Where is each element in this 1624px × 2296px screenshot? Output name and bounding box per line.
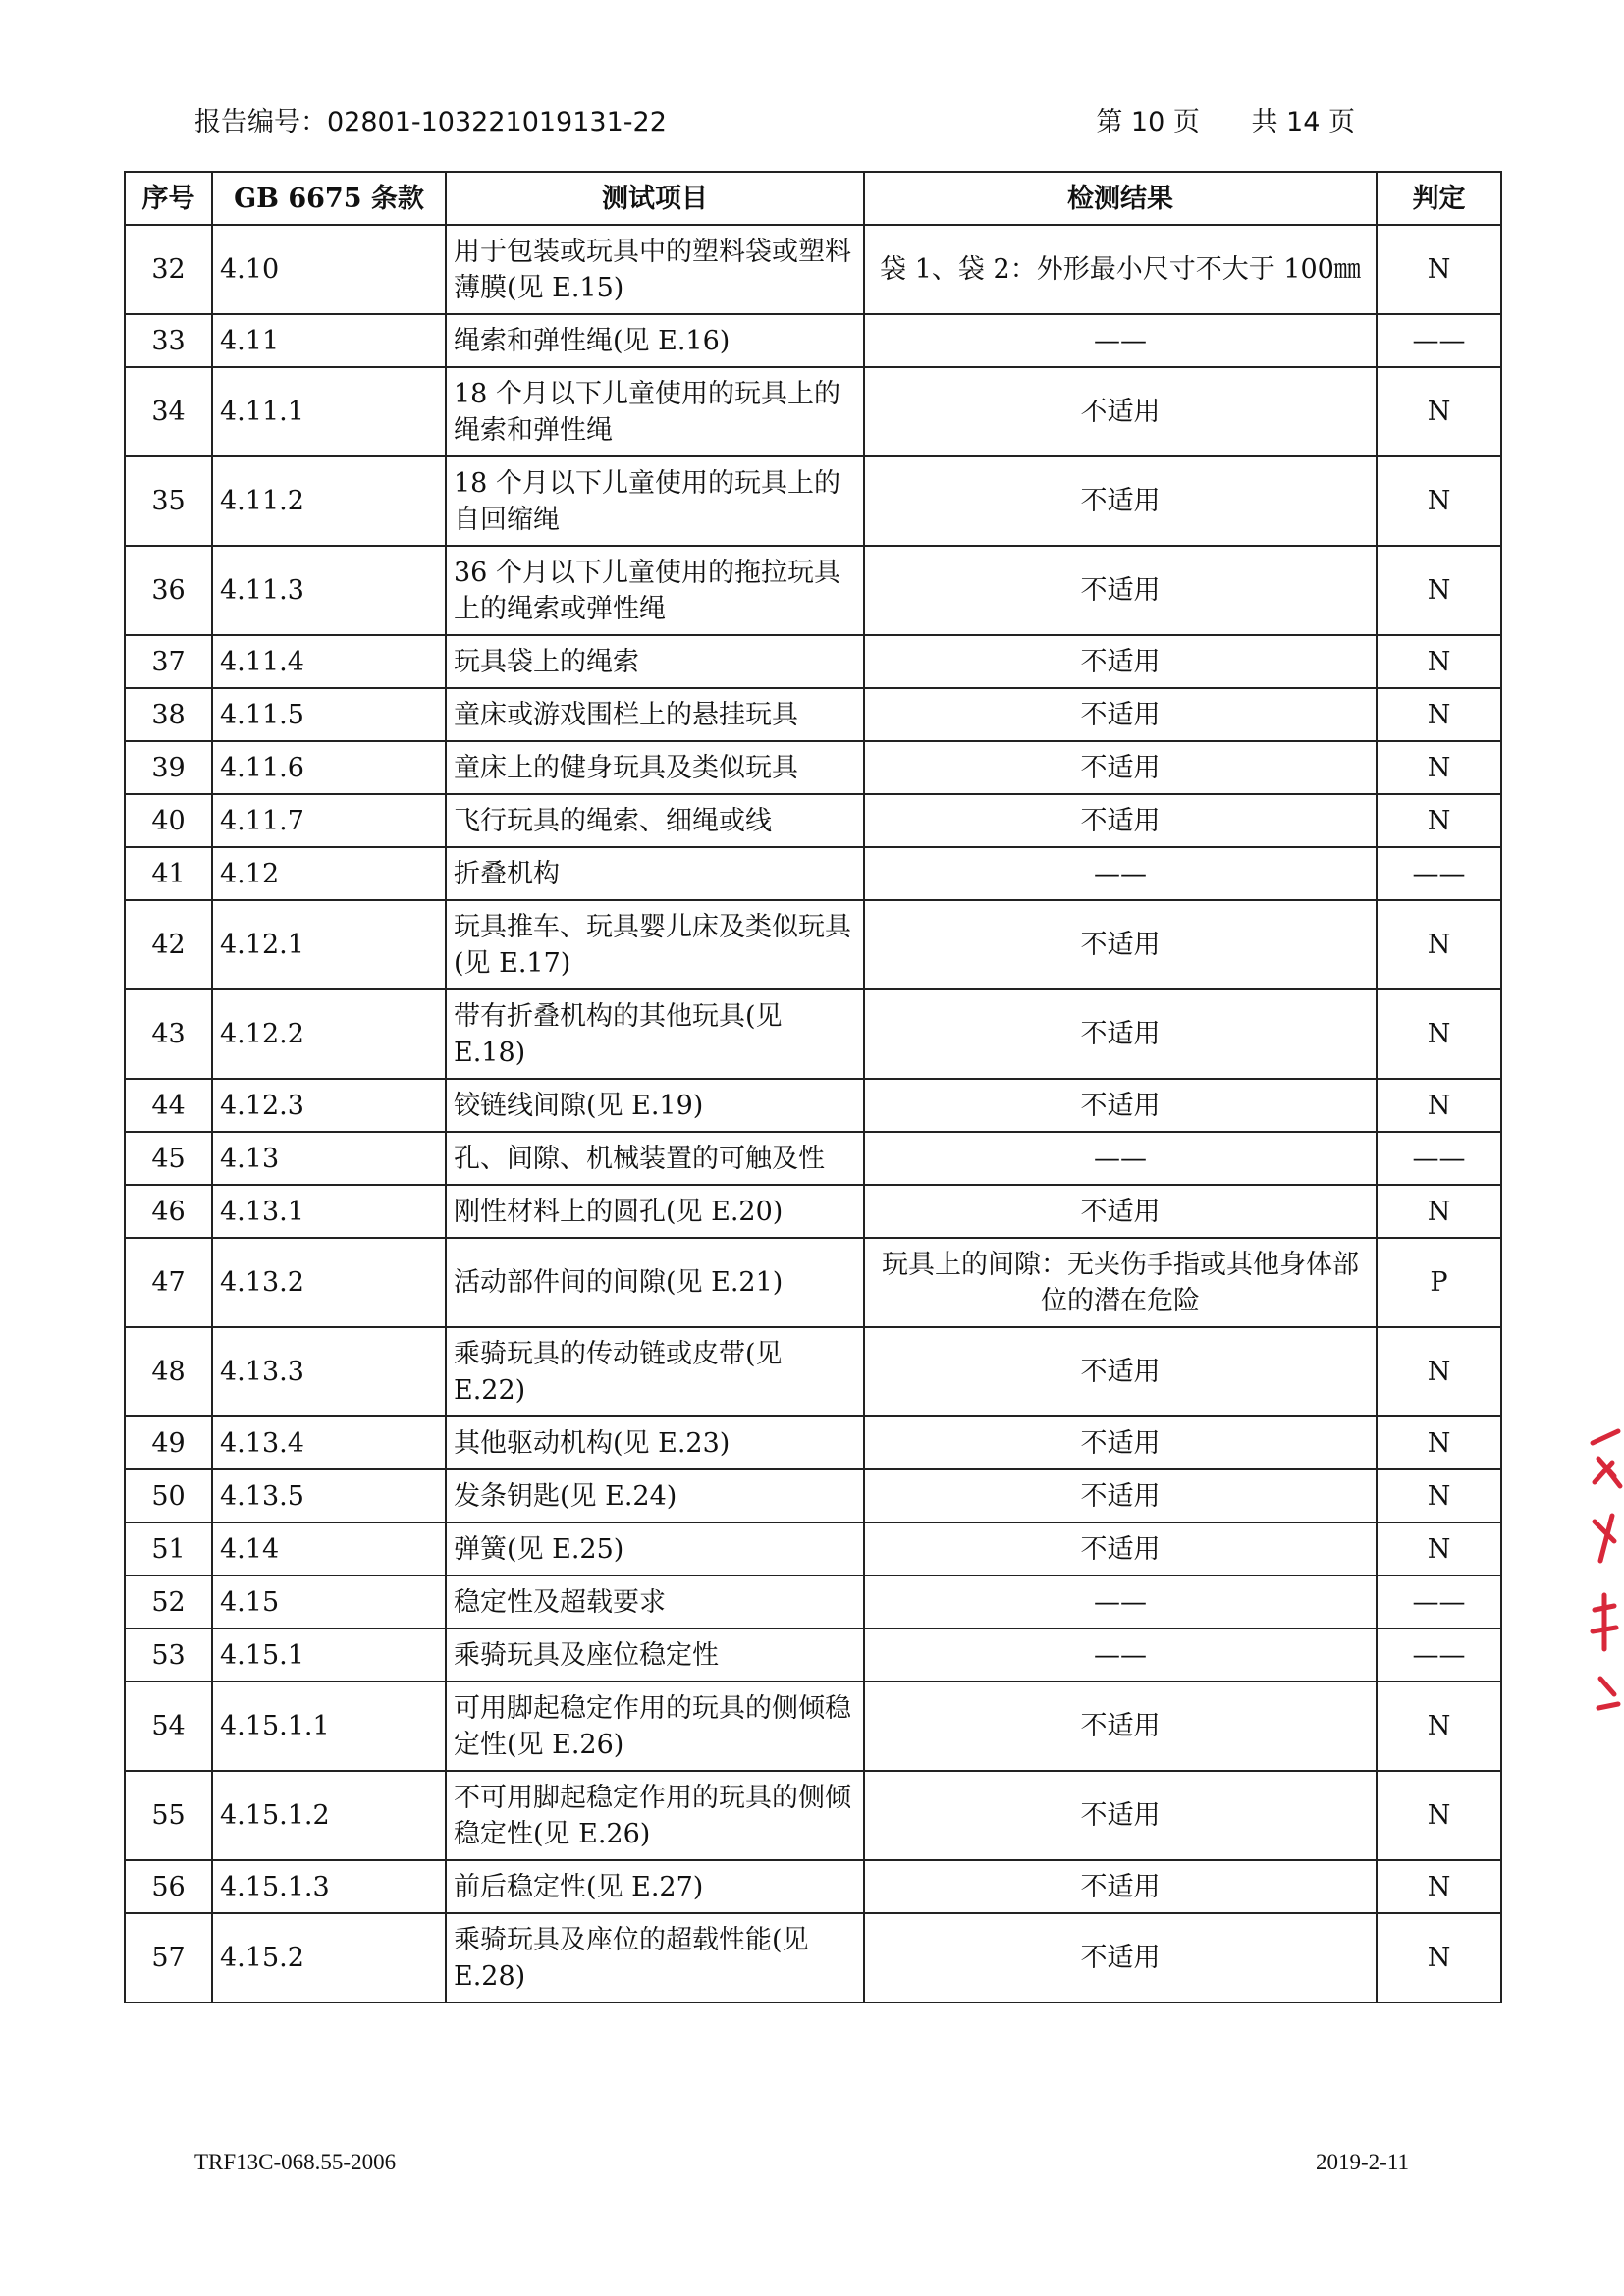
row-clause: 4.11.3 bbox=[212, 546, 446, 635]
row-clause: 4.14 bbox=[212, 1522, 446, 1575]
row-result: —— bbox=[864, 1629, 1377, 1682]
row-verdict: N bbox=[1377, 1860, 1501, 1913]
row-verdict: N bbox=[1377, 794, 1501, 847]
row-number: 55 bbox=[125, 1771, 212, 1860]
row-clause: 4.11.1 bbox=[212, 367, 446, 456]
row-clause: 4.11.7 bbox=[212, 794, 446, 847]
row-item: 童床或游戏围栏上的悬挂玩具 bbox=[446, 688, 864, 741]
row-verdict: N bbox=[1377, 1469, 1501, 1522]
table-row bbox=[125, 367, 1501, 456]
row-item: 弹簧(见 E.25) bbox=[446, 1522, 864, 1575]
row-clause: 4.13 bbox=[212, 1132, 446, 1185]
row-item: 铰链线间隙(见 E.19) bbox=[446, 1079, 864, 1132]
table-row bbox=[125, 314, 1501, 367]
row-item: 用于包装或玩具中的塑料袋或塑料薄膜(见 E.15) bbox=[446, 225, 864, 314]
row-item: 前后稳定性(见 E.27) bbox=[446, 1860, 864, 1913]
row-result: 不适用 bbox=[864, 989, 1377, 1079]
row-clause: 4.11.6 bbox=[212, 741, 446, 794]
row-clause: 4.15.1.3 bbox=[212, 1860, 446, 1913]
row-item: 其他驱动机构(见 E.23) bbox=[446, 1416, 864, 1469]
row-verdict: —— bbox=[1377, 1629, 1501, 1682]
row-clause: 4.15 bbox=[212, 1575, 446, 1629]
row-result: —— bbox=[864, 847, 1377, 900]
table-row bbox=[125, 456, 1501, 546]
row-number: 35 bbox=[125, 456, 212, 546]
row-verdict: N bbox=[1377, 1682, 1501, 1771]
row-verdict: —— bbox=[1377, 847, 1501, 900]
row-verdict: N bbox=[1377, 546, 1501, 635]
row-item: 不可用脚起稳定作用的玩具的侧倾稳定性(见 E.26) bbox=[446, 1771, 864, 1860]
row-clause: 4.15.1.1 bbox=[212, 1682, 446, 1771]
row-result: 不适用 bbox=[864, 900, 1377, 989]
row-number: 52 bbox=[125, 1575, 212, 1629]
row-result: 不适用 bbox=[864, 741, 1377, 794]
row-number: 54 bbox=[125, 1682, 212, 1771]
row-result: 不适用 bbox=[864, 1469, 1377, 1522]
row-item: 发条钥匙(见 E.24) bbox=[446, 1469, 864, 1522]
table-row bbox=[125, 1185, 1501, 1238]
row-number: 32 bbox=[125, 225, 212, 314]
row-clause: 4.12.2 bbox=[212, 989, 446, 1079]
row-item: 玩具袋上的绳索 bbox=[446, 635, 864, 688]
row-number: 41 bbox=[125, 847, 212, 900]
row-item: 乘骑玩具及座位的超载性能(见 E.28) bbox=[446, 1913, 864, 2002]
table-row bbox=[125, 1327, 1501, 1416]
table-row bbox=[125, 847, 1501, 900]
row-result: 不适用 bbox=[864, 794, 1377, 847]
row-clause: 4.10 bbox=[212, 225, 446, 314]
row-item: 刚性材料上的圆孔(见 E.20) bbox=[446, 1185, 864, 1238]
row-number: 47 bbox=[125, 1238, 212, 1327]
table-row bbox=[125, 688, 1501, 741]
table-row bbox=[125, 1522, 1501, 1575]
row-item: 乘骑玩具及座位稳定性 bbox=[446, 1629, 864, 1682]
row-result: 不适用 bbox=[864, 688, 1377, 741]
col-header-item: 测试项目 bbox=[446, 172, 864, 225]
col-header-no: 序号 bbox=[125, 172, 212, 225]
row-number: 48 bbox=[125, 1327, 212, 1416]
row-number: 36 bbox=[125, 546, 212, 635]
row-clause: 4.15.2 bbox=[212, 1913, 446, 2002]
row-verdict: N bbox=[1377, 1771, 1501, 1860]
row-item: 36 个月以下儿童使用的拖拉玩具上的绳索或弹性绳 bbox=[446, 546, 864, 635]
page-indicator bbox=[1053, 100, 1355, 138]
row-number: 56 bbox=[125, 1860, 212, 1913]
table-row bbox=[125, 1416, 1501, 1469]
row-result: 不适用 bbox=[864, 546, 1377, 635]
row-verdict: N bbox=[1377, 367, 1501, 456]
row-result: 玩具上的间隙：无夹伤手指或其他身体部位的潜在危险 bbox=[864, 1238, 1377, 1327]
row-number: 37 bbox=[125, 635, 212, 688]
row-number: 45 bbox=[125, 1132, 212, 1185]
row-verdict: N bbox=[1377, 688, 1501, 741]
row-result: 不适用 bbox=[864, 1522, 1377, 1575]
table-row bbox=[125, 1860, 1501, 1913]
row-verdict: P bbox=[1377, 1238, 1501, 1327]
row-item: 绳索和弹性绳(见 E.16) bbox=[446, 314, 864, 367]
row-number: 39 bbox=[125, 741, 212, 794]
row-verdict: N bbox=[1377, 741, 1501, 794]
row-result: —— bbox=[864, 1575, 1377, 1629]
page-header bbox=[194, 100, 1355, 139]
row-item: 稳定性及超载要求 bbox=[446, 1575, 864, 1629]
row-item: 活动部件间的间隙(见 E.21) bbox=[446, 1238, 864, 1327]
row-result: 不适用 bbox=[864, 1416, 1377, 1469]
row-verdict: N bbox=[1377, 989, 1501, 1079]
row-item: 带有折叠机构的其他玩具(见 E.18) bbox=[446, 989, 864, 1079]
row-number: 42 bbox=[125, 900, 212, 989]
row-clause: 4.15.1 bbox=[212, 1629, 446, 1682]
page-number: 第 10 页 bbox=[1096, 107, 1200, 137]
table-row bbox=[125, 1238, 1501, 1327]
document-code: TRF13C-068.55-2006 bbox=[194, 2150, 397, 2174]
row-result: 不适用 bbox=[864, 456, 1377, 546]
row-clause: 4.13.2 bbox=[212, 1238, 446, 1327]
table-row bbox=[125, 225, 1501, 314]
row-number: 49 bbox=[125, 1416, 212, 1469]
col-header-result: 检测结果 bbox=[864, 172, 1377, 225]
row-verdict: —— bbox=[1377, 1132, 1501, 1185]
row-result: —— bbox=[864, 314, 1377, 367]
report-number: 报告编号：02801-103221019131-22 bbox=[194, 107, 667, 137]
table-row bbox=[125, 635, 1501, 688]
row-number: 43 bbox=[125, 989, 212, 1079]
row-number: 34 bbox=[125, 367, 212, 456]
row-number: 33 bbox=[125, 314, 212, 367]
row-clause: 4.11.2 bbox=[212, 456, 446, 546]
row-number: 50 bbox=[125, 1469, 212, 1522]
row-item: 孔、间隙、机械装置的可触及性 bbox=[446, 1132, 864, 1185]
page-total: 共 14 页 bbox=[1251, 107, 1355, 137]
row-number: 44 bbox=[125, 1079, 212, 1132]
row-clause: 4.12.3 bbox=[212, 1079, 446, 1132]
row-item: 18 个月以下儿童使用的玩具上的自回缩绳 bbox=[446, 456, 864, 546]
row-clause: 4.11.5 bbox=[212, 688, 446, 741]
row-result: 不适用 bbox=[864, 1185, 1377, 1238]
seal-stamp-fragment bbox=[1585, 1414, 1624, 1757]
table-row bbox=[125, 1771, 1501, 1860]
row-item: 飞行玩具的绳索、细绳或线 bbox=[446, 794, 864, 847]
row-clause: 4.15.1.2 bbox=[212, 1771, 446, 1860]
row-clause: 4.11.4 bbox=[212, 635, 446, 688]
row-clause: 4.13.5 bbox=[212, 1469, 446, 1522]
row-verdict: N bbox=[1377, 1327, 1501, 1416]
table-row bbox=[125, 794, 1501, 847]
row-clause: 4.13.4 bbox=[212, 1416, 446, 1469]
row-number: 38 bbox=[125, 688, 212, 741]
document-date: 2019-2-11 bbox=[1316, 2150, 1409, 2174]
test-results-table bbox=[124, 171, 1502, 2003]
row-result: 袋 1、袋 2：外形最小尺寸不大于 100㎜ bbox=[864, 225, 1377, 314]
row-verdict: N bbox=[1377, 1522, 1501, 1575]
row-clause: 4.12 bbox=[212, 847, 446, 900]
table-row bbox=[125, 546, 1501, 635]
row-result: 不适用 bbox=[864, 1771, 1377, 1860]
row-verdict: N bbox=[1377, 456, 1501, 546]
row-number: 40 bbox=[125, 794, 212, 847]
row-result: —— bbox=[864, 1132, 1377, 1185]
row-item: 玩具推车、玩具婴儿床及类似玩具(见 E.17) bbox=[446, 900, 864, 989]
row-verdict: —— bbox=[1377, 314, 1501, 367]
row-verdict: N bbox=[1377, 900, 1501, 989]
row-result: 不适用 bbox=[864, 1860, 1377, 1913]
row-item: 童床上的健身玩具及类似玩具 bbox=[446, 741, 864, 794]
row-number: 46 bbox=[125, 1185, 212, 1238]
row-result: 不适用 bbox=[864, 635, 1377, 688]
row-clause: 4.13.1 bbox=[212, 1185, 446, 1238]
row-clause: 4.13.3 bbox=[212, 1327, 446, 1416]
row-number: 51 bbox=[125, 1522, 212, 1575]
row-result: 不适用 bbox=[864, 1079, 1377, 1132]
row-verdict: N bbox=[1377, 1079, 1501, 1132]
row-verdict: N bbox=[1377, 1913, 1501, 2002]
row-number: 57 bbox=[125, 1913, 212, 2002]
table-row bbox=[125, 1469, 1501, 1522]
col-header-verdict: 判定 bbox=[1377, 172, 1501, 225]
table-row bbox=[125, 1132, 1501, 1185]
col-header-clause: GB 6675 条款 bbox=[212, 172, 446, 225]
table-row bbox=[125, 1913, 1501, 2002]
row-number: 53 bbox=[125, 1629, 212, 1682]
row-verdict: N bbox=[1377, 1185, 1501, 1238]
table-row bbox=[125, 1079, 1501, 1132]
table-header-row bbox=[125, 172, 1501, 225]
row-verdict: N bbox=[1377, 225, 1501, 314]
row-result: 不适用 bbox=[864, 1913, 1377, 2002]
row-result: 不适用 bbox=[864, 1682, 1377, 1771]
row-item: 18 个月以下儿童使用的玩具上的绳索和弹性绳 bbox=[446, 367, 864, 456]
table-row bbox=[125, 1629, 1501, 1682]
table-row bbox=[125, 1575, 1501, 1629]
table-row bbox=[125, 900, 1501, 989]
row-item: 乘骑玩具的传动链或皮带(见 E.22) bbox=[446, 1327, 864, 1416]
table-row bbox=[125, 1682, 1501, 1771]
row-item: 折叠机构 bbox=[446, 847, 864, 900]
row-result: 不适用 bbox=[864, 1327, 1377, 1416]
table-row bbox=[125, 989, 1501, 1079]
row-result: 不适用 bbox=[864, 367, 1377, 456]
row-verdict: —— bbox=[1377, 1575, 1501, 1629]
row-verdict: N bbox=[1377, 635, 1501, 688]
row-verdict: N bbox=[1377, 1416, 1501, 1469]
row-clause: 4.12.1 bbox=[212, 900, 446, 989]
row-item: 可用脚起稳定作用的玩具的侧倾稳定性(见 E.26) bbox=[446, 1682, 864, 1771]
table-row bbox=[125, 741, 1501, 794]
row-clause: 4.11 bbox=[212, 314, 446, 367]
